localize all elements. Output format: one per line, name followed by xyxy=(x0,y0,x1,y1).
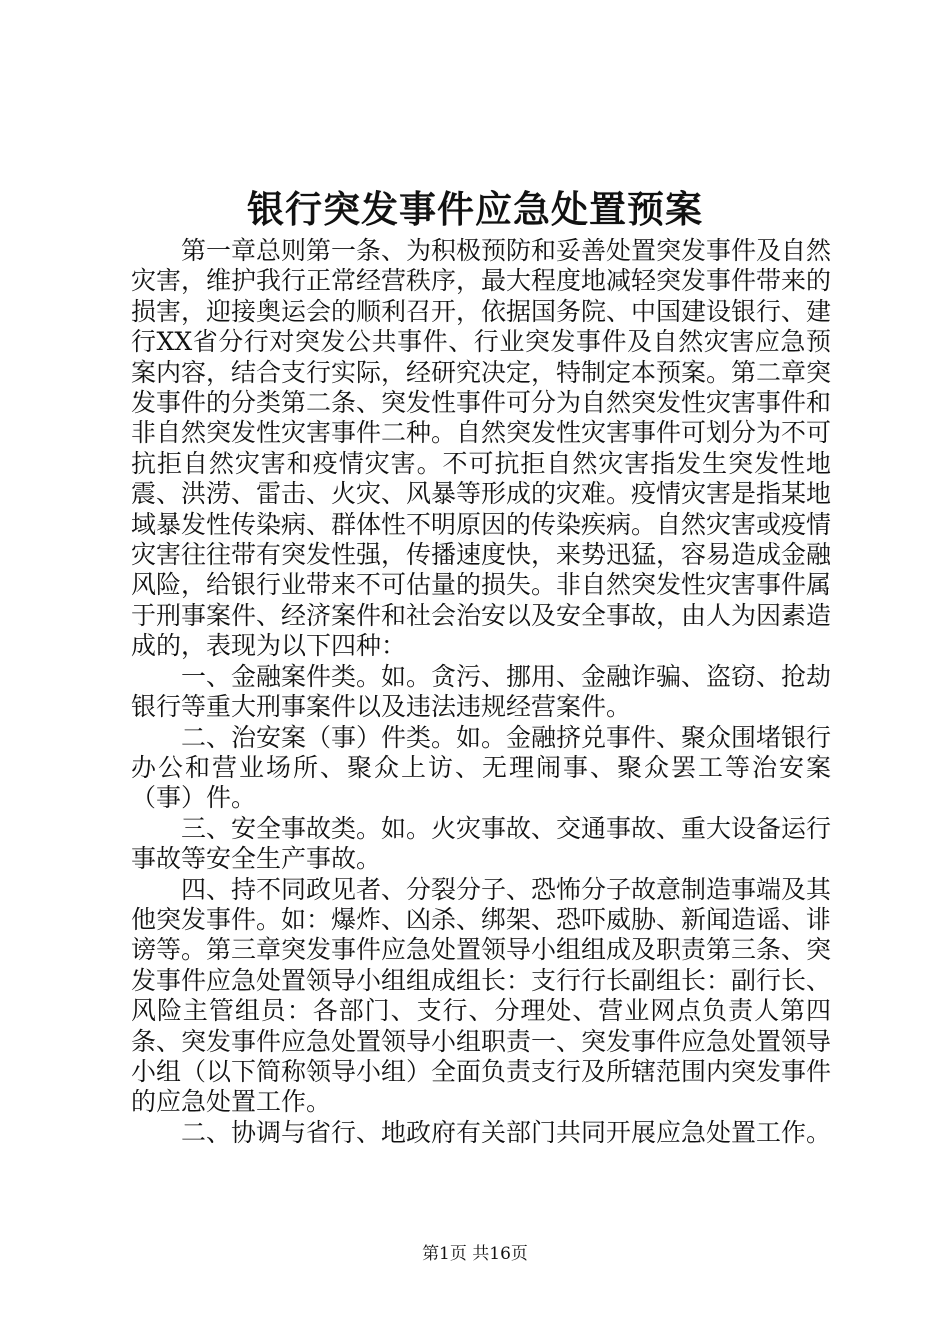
page-number-footer: 第1页 共16页 xyxy=(422,1244,528,1264)
paragraph-other-incidents: 四、持不同政见者、分裂分子、恐怖分子故意制造事端及其他突发事件。如：爆炸、凶杀、绑架、恐吓威胁、新闻造谣、诽谤等。第三章突发事件应急处置领导小组组成及职责第三条、突发事件应急处置领导小组组成组长：支行行长副组长：副行长、风险主管组员：各部门、支行、分理处、营业网点负责人第四条、突发事件应急处置领导小组职责一、突发事件应急处置领导小组（以下简称领导小组）全面负责支行及所辖范围内突发事件的应急处置工作。 xyxy=(131,874,832,1117)
document-body xyxy=(131,236,831,1148)
paragraph-coordination: 二、协调与省行、地政府有关部门共同开展应急处置工作。 xyxy=(181,1117,832,1147)
paragraph-general-provisions: 第一章总则第一条、为积极预防和妥善处置突发事件及自然灾害，维护我行正常经营秩序，最大程度地减轻突发事件带来的损害，迎接奥运会的顺利召开，依据国务院、中国建设银行、建行XX省分行对突发公共事件、行业突发事件及自然灾害应急预案内容，结合支行实际，经研究决定，特制定本预案。第二章突发事件的分类第二条、突发性事件可分为自然突发性灾害事件和非自然突发性灾害事件二种。自然突发性灾害事件可划分为不可抗拒自然灾害和疫情灾害。不可抗拒自然灾害指发生突发性地震、洪涝、雷击、火灾、风暴等形成的灾难。疫情灾害是指某地域暴发性传染病、群体性不明原因的传染疾病。自然灾害或疫情灾害往往带有突发性强，传播速度快，来势迅猛，容易造成金融风险，给银行业带来不可估量的损失。非自然突发性灾害事件属于刑事案件、经济案件和社会治安以及安全事故，由人为因素造成的，表现为以下四种： xyxy=(131,236,832,661)
document-title: 银行突发事件应急处置预案 xyxy=(247,187,703,231)
paragraph-financial-cases: 一、金融案件类。如。贪污、挪用、金融诈骗、盗窃、抢劫银行等重大刑事案件以及违法违规经营案件。 xyxy=(131,661,832,722)
paragraph-safety-accidents: 三、安全事故类。如。火灾事故、交通事故、重大设备运行事故等安全生产事故。 xyxy=(131,813,832,874)
paragraph-public-security-cases: 二、治安案（事）件类。如。金融挤兑事件、聚众围堵银行办公和营业场所、聚众上访、无理闹事、聚众罢工等治安案（事）件。 xyxy=(131,722,832,813)
